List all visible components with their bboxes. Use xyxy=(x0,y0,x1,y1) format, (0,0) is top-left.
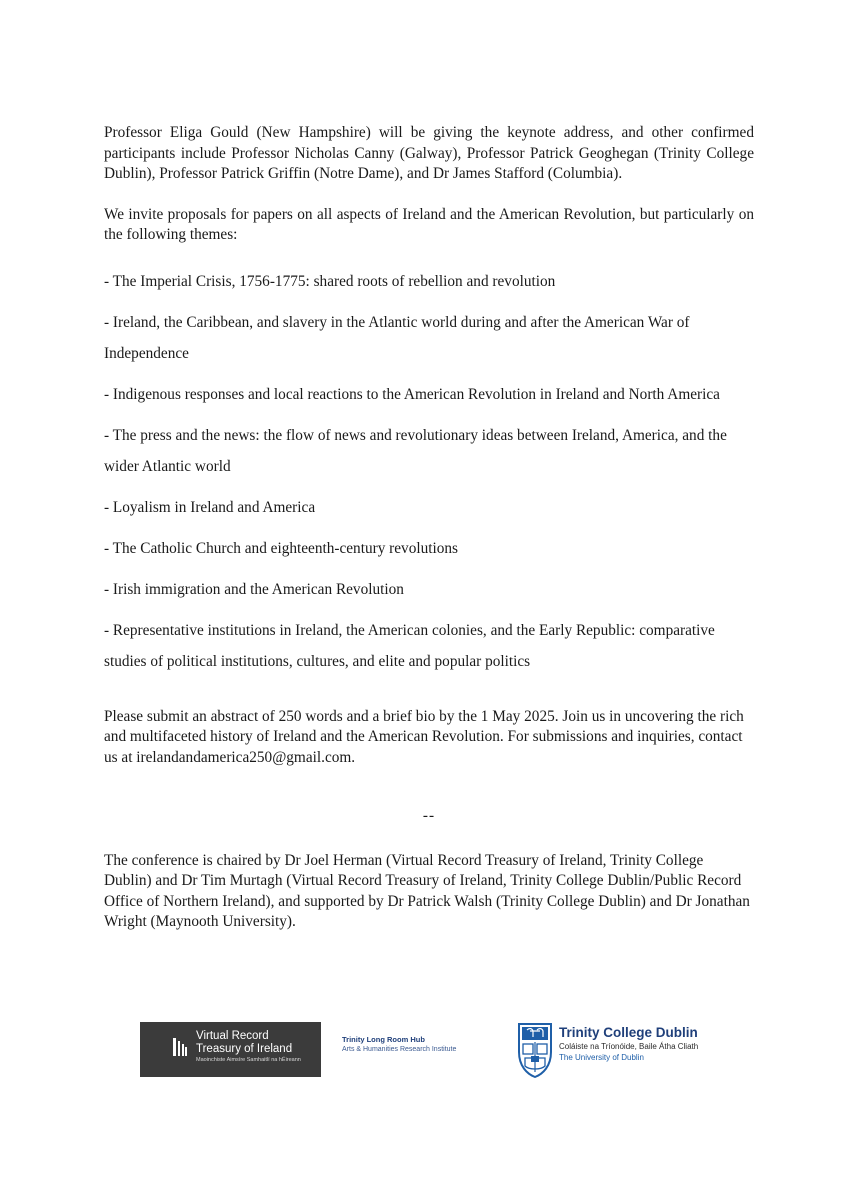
invite-paragraph: We invite proposals for papers on all aspects of Ireland and the American Revolution, but particularly on the following themes: xyxy=(104,205,754,243)
vrti-line1: Virtual Record xyxy=(196,1030,269,1042)
chair-paragraph: The conference is chaired by Dr Joel Herman (Virtual Record Treasury of Ireland, Trinity College Dublin) and Dr Tim Murtagh (Virtual Record Treasury of Ireland, Trinity College Dublin/Public Record Office of Northern Ireland), and supported by Dr Patrick Walsh (Trinity College Dublin) and Dr Jonathan Wright (Maynooth University). xyxy=(104,851,750,930)
theme-item: - Loyalism in Ireland and America xyxy=(104,498,316,516)
theme-item: - The press and the news: the flow of news and revolutionary ideas between Ireland, America, and the wider Atlantic world xyxy=(104,426,727,475)
tlrh-logo xyxy=(342,1035,456,1055)
theme-item: - The Catholic Church and eighteenth-century revolutions xyxy=(104,539,458,557)
vrti-line2: Treasury of Ireland xyxy=(196,1043,293,1055)
tcd-wordmark xyxy=(559,1025,698,1063)
vrti-wordmark xyxy=(196,1030,301,1065)
paragraph-gap xyxy=(104,687,754,707)
document-body xyxy=(104,123,754,933)
tcd-logo xyxy=(517,1022,757,1080)
section-separator: -- xyxy=(422,807,436,824)
vrti-subtitle: Maoinchiste Aimsíre Samhaitlí na hÉireann xyxy=(196,1057,301,1063)
tlrh-title: Trinity Long Room Hub xyxy=(342,1035,425,1044)
theme-item: - Indigenous responses and local reactions to the American Revolution in Ireland and North America xyxy=(104,385,720,403)
tcd-irish-name: Coláiste na Tríonóide, Baile Átha Cliath xyxy=(559,1042,699,1051)
tlrh-subtitle: Arts & Humanities Research Institute xyxy=(342,1046,457,1053)
theme-item: - The Imperial Crisis, 1756-1775: shared roots of rebellion and revolution xyxy=(104,272,556,290)
logo-footer xyxy=(140,1022,740,1080)
tcd-name: Trinity College Dublin xyxy=(559,1025,698,1040)
tcd-crest-icon xyxy=(517,1022,553,1078)
theme-item: - Ireland, the Caribbean, and slavery in the Atlantic world during and after the American War of Independence xyxy=(104,313,690,362)
paragraph-gap xyxy=(104,246,754,266)
intro-paragraph: Professor Eliga Gould (New Hampshire) will be giving the keynote address, and other confirmed participants include Professor Nicholas Canny (Galway), Professor Patrick Geoghegan (Trinity College Dublin), Professor Patrick Griffin (Notre Dame), and Dr James Stafford (Columbia). xyxy=(104,124,754,182)
theme-item: - Irish immigration and the American Revolution xyxy=(104,580,404,598)
tcd-university: The University of Dublin xyxy=(559,1053,644,1062)
themes-list xyxy=(104,266,754,677)
paragraph-gap xyxy=(104,185,754,205)
submission-paragraph: Please submit an abstract of 250 words and a brief bio by the 1 May 2025. Join us in uncovering the rich and multifaceted history of Ireland and the American Revolution. For submissions and inquiries, contact us at irelandandamerica250@gmail.com. xyxy=(104,707,744,766)
vrti-mark-icon xyxy=(173,1038,187,1056)
vrti-logo xyxy=(140,1022,321,1077)
theme-item: - Representative institutions in Ireland, the American colonies, and the Early Republic: comparative studies of political institutions, cultures, and elite and popular politics xyxy=(104,621,715,670)
